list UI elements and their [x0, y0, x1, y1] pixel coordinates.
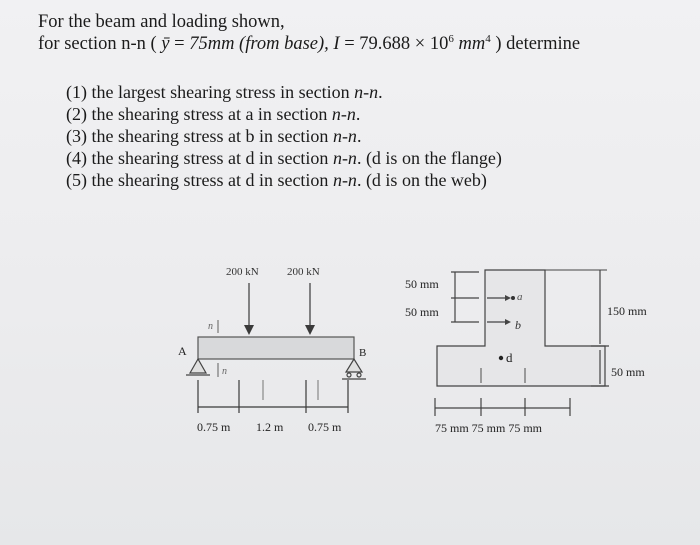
cross-section-diagram — [395, 258, 685, 443]
given-suffix: ) determine — [490, 34, 581, 55]
dim-mid-label: 50 mm — [405, 305, 439, 319]
question-tail: . — [378, 82, 383, 102]
question-tail: . — [356, 126, 362, 146]
span-label-1: 0.75 m — [197, 420, 231, 434]
section-n-top: n — [208, 321, 213, 332]
width-labels: 75 mm 75 mm 75 mm — [435, 421, 543, 435]
roller-support-icon — [346, 359, 362, 372]
dim-top-label: 50 mm — [405, 277, 439, 291]
question-4 — [66, 148, 502, 169]
section-label: n-n — [332, 148, 357, 168]
question-5 — [66, 170, 487, 191]
question-3 — [66, 126, 361, 147]
inertia-exponent: 6 — [448, 33, 454, 45]
problem-intro: For the beam and loading shown, — [38, 12, 285, 32]
given-prefix: for section n-n ( — [38, 34, 162, 55]
support-label-a: A — [178, 344, 187, 358]
question-text: (3) the shearing stress at b in section — [66, 126, 333, 146]
section-label: n-n — [332, 170, 357, 190]
span-label-3: 0.75 m — [308, 420, 342, 434]
section-label: n-n — [354, 82, 379, 102]
question-1 — [66, 82, 383, 103]
point-d-marker — [499, 356, 503, 360]
question-text: (2) the shearing stress at a in section — [66, 104, 332, 124]
point-a-label: a — [517, 291, 523, 303]
ybar-symbol: ȳ — [161, 34, 170, 55]
point-d-label: d — [506, 350, 513, 365]
pin-support-icon — [190, 359, 206, 373]
question-text: (1) the largest shearing stress in section — [66, 82, 355, 102]
point-b-label: b — [515, 318, 521, 332]
t-section-outline — [437, 270, 605, 386]
inertia-unit: mm — [453, 34, 486, 55]
point-a-marker — [511, 296, 515, 300]
question-tail: . (d is on the web) — [356, 170, 487, 190]
section-label: n-n — [332, 126, 357, 146]
question-tail: . — [355, 104, 361, 124]
dim-flange-label: 50 mm — [611, 365, 645, 379]
question-2 — [66, 104, 360, 125]
question-text: (5) the shearing stress at d in section — [66, 170, 333, 190]
given-eq: = — [169, 34, 190, 55]
dim-height-label: 150 mm — [607, 304, 647, 318]
arrowhead-icon — [305, 325, 315, 335]
inertia-value: = 79.688 × 10 — [339, 34, 449, 55]
support-label-b: B — [359, 347, 367, 359]
section-label: n-n — [331, 104, 356, 124]
beam-diagram — [170, 255, 385, 445]
beam — [198, 337, 354, 359]
question-tail: . (d is on the flange) — [356, 148, 502, 168]
inertia-unit-exponent: 4 — [485, 33, 491, 45]
ybar-value: 75mm (from base), — [189, 34, 329, 55]
question-text: (4) the shearing stress at d in section — [66, 148, 333, 168]
section-n-bottom: n — [222, 366, 227, 377]
load-label-2: 200 kN — [287, 266, 320, 278]
span-label-2: 1.2 m — [256, 420, 284, 434]
arrowhead-icon — [244, 325, 254, 335]
inertia-symbol: I — [333, 34, 340, 55]
load-label-1: 200 kN — [226, 266, 259, 278]
problem-given — [38, 33, 580, 55]
